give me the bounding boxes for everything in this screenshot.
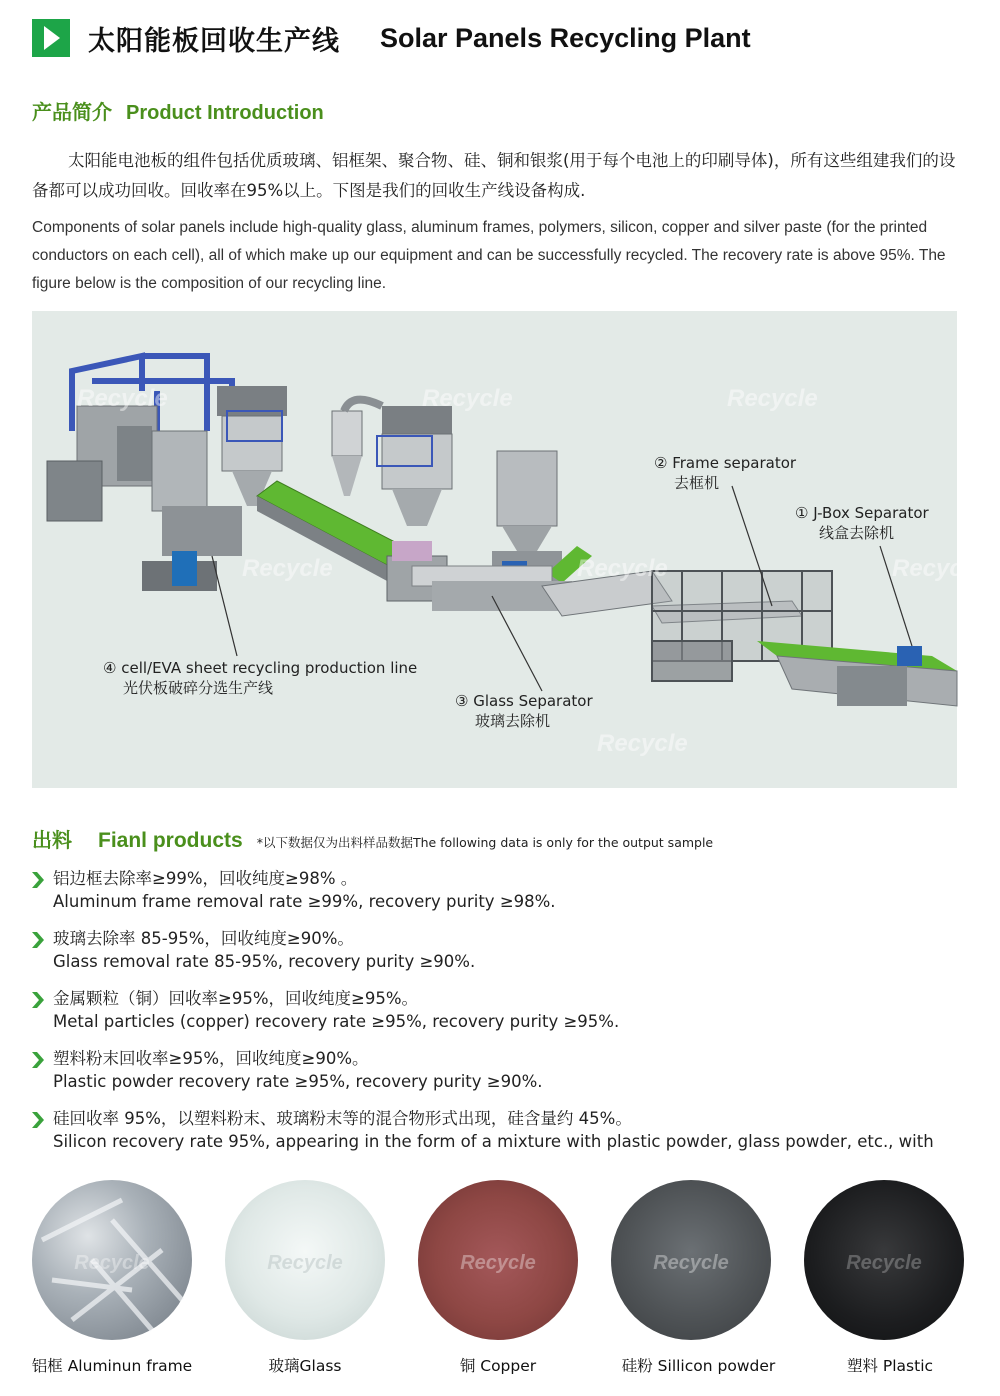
product-item (32, 868, 972, 914)
page-header (32, 18, 751, 58)
sample-copper-image (418, 1180, 578, 1340)
sample-watermark: Recycle (846, 1252, 922, 1274)
products-heading-en: Fianl products (98, 829, 243, 852)
sample-caption-copper: 铜 Copper (459, 1357, 537, 1375)
products-note: *以下数据仅为出料样品数据The following data is only for the output sample (256, 835, 714, 850)
callout-cell-cn: 光伏板破碎分选生产线 (123, 679, 274, 697)
chevron-right-icon (32, 932, 44, 948)
sample-watermark: Recycle (653, 1252, 729, 1274)
watermark-text: Recycle (892, 555, 983, 582)
title-english: Solar Panels Recycling Plant (380, 22, 751, 53)
product-item-cn: 玻璃去除率 85-95%，回收纯度≥90%。 (53, 929, 354, 948)
watermark-text: Recycle (422, 385, 513, 412)
chevron-right-icon (32, 872, 44, 888)
play-icon (32, 19, 70, 57)
cyclone-silos (217, 386, 452, 526)
watermark-text: Recycle (727, 385, 818, 412)
title-chinese: 太阳能板回收生产线 (88, 25, 340, 57)
sample-watermark: Recycle (74, 1252, 150, 1274)
product-item (32, 1048, 972, 1094)
callout-glass-separator (455, 691, 593, 731)
sample-caption-glass: 玻璃Glass (268, 1357, 342, 1375)
product-item (32, 928, 972, 974)
intro-text-cn: 太阳能电池板的组件包括优质玻璃、铝框架、聚合物、硅、铜和银浆(用于每个电池上的印刷导体)，所有这些组建我们的设备都可以成功回收。回收率在95%以上。下图是我们的回收生产线设备构成. (32, 151, 956, 200)
sample-glass-image (225, 1180, 385, 1340)
product-item-cn: 塑料粉末回收率≥95%，回收纯度≥90%。 (53, 1049, 369, 1068)
watermark-text: Recycle (77, 385, 168, 412)
product-item-en: Aluminum frame removal rate ≥99%, recovery purity ≥98%. (53, 892, 556, 911)
callout-glass-en: ③ Glass Separator (455, 692, 593, 710)
callout-frame-en: ② Frame separator (654, 454, 797, 472)
product-item-en: Metal particles (copper) recovery rate ≥95%, recovery purity ≥95%. (53, 1012, 620, 1031)
callout-frame-separator (654, 453, 796, 493)
callout-jbox-separator (795, 503, 929, 543)
callout-glass-cn: 玻璃去除机 (475, 712, 551, 730)
sample-caption-aluminum: 铝框 Aluminun frame (31, 1357, 193, 1375)
intro-text-en: Components of solar panels include high-quality glass, aluminum frames, polymers, silicon, copper and silver paste (for the printed conductors on each cell), all of which make up our equipment and can be successfully recycled. The recovery rate is above 95%. The figure below is the composition of our recycling line. (32, 219, 946, 292)
product-item (32, 988, 972, 1034)
watermark-text: Recycle (597, 730, 688, 757)
product-item-cn: 铝边框去除率≥99%，回收纯度≥98% 。 (53, 869, 358, 888)
callout-frame-cn: 去框机 (674, 474, 720, 492)
watermark-text: Recycle (242, 555, 333, 582)
sample-silicon-image (611, 1180, 771, 1340)
product-item-cn: 金属颗粒（铜）回收率≥95%，回收纯度≥95%。 (53, 989, 418, 1008)
product-item (32, 1108, 972, 1154)
intro-heading (32, 96, 324, 125)
product-item-en: Silicon recovery rate 95%, appearing in the form of a mixture with plastic powder, glass powder, etc., with (53, 1132, 934, 1151)
sample-aluminum-image (32, 1180, 192, 1340)
chevron-right-icon (32, 1112, 44, 1128)
sample-watermark: Recycle (267, 1252, 343, 1274)
intro-heading-cn: 产品简介 (32, 100, 112, 124)
intro-heading-en: Product Introduction (126, 102, 324, 124)
watermark-text: Recycle (577, 555, 668, 582)
sample-plastic-image (804, 1180, 964, 1340)
chevron-right-icon (32, 1052, 44, 1068)
callout-jbox-cn: 线盒去除机 (819, 524, 895, 542)
products-heading (32, 824, 713, 853)
sample-caption-plastic: 塑料 Plastic (846, 1357, 934, 1375)
recycling-line-diagram (32, 311, 983, 788)
crusher-unit (47, 406, 242, 591)
products-heading-cn: 出料 (32, 828, 72, 852)
sample-watermark: Recycle (460, 1252, 536, 1274)
chevron-right-icon (32, 992, 44, 1008)
callout-jbox-en: ① J-Box Separator (795, 504, 929, 522)
jbox-conveyor (757, 641, 957, 706)
product-item-en: Glass removal rate 85-95%, recovery purity ≥90%. (53, 952, 476, 971)
sample-caption-silicon: 硅粉 Sillicon powder (621, 1357, 776, 1375)
product-item-cn: 硅回收率 95%，以塑料粉末、玻璃粉末等的混合物形式出现，硅含量约 45%。 (53, 1109, 632, 1128)
callout-cell-en: ④ cell/EVA sheet recycling production line (103, 659, 418, 677)
product-item-en: Plastic powder recovery rate ≥95%, recovery purity ≥90%. (53, 1072, 543, 1091)
callout-cell-eva-line (103, 658, 417, 698)
